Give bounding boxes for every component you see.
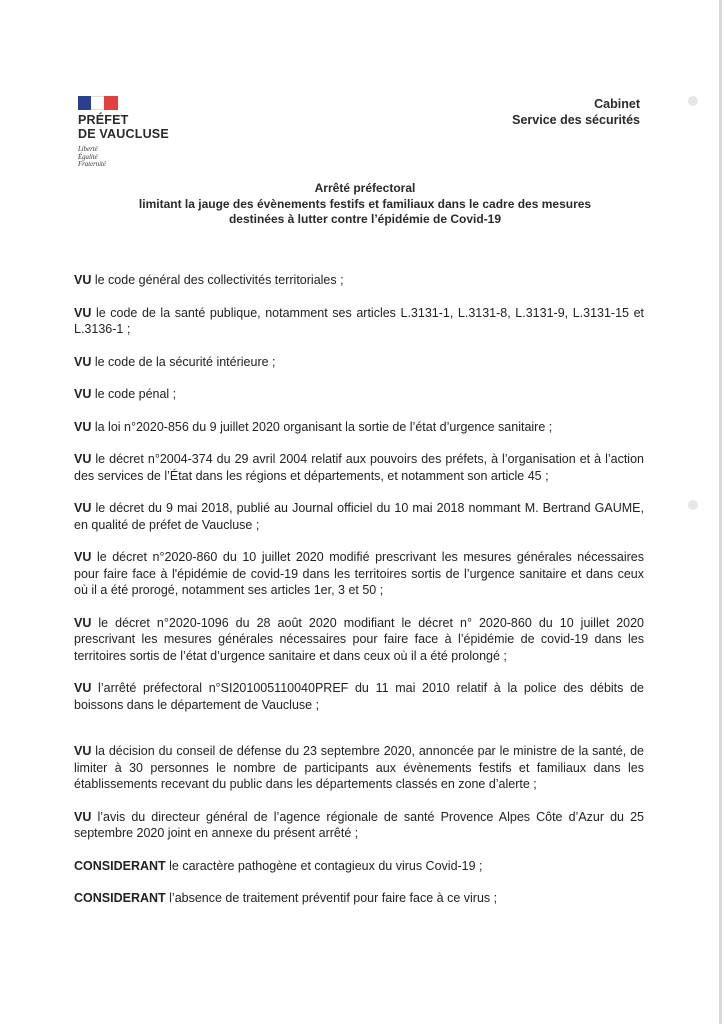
paragraph: VU le décret n°2020-860 du 10 juillet 2020 modifié prescrivant les mesures générales nécessaires pour faire face à l'épidémie de covid-19 dans les territoires sortis de l’urgence sanitaire et dans ceux où il a été prorogé, notamment ses articles 1er, 3 et 50 ; (74, 550, 644, 597)
paragraph: VU le décret n°2020-1096 du 28 août 2020 modifiant le décret n° 2020-860 du 10 juillet 2020 prescrivant les mesures générales nécessaires pour faire face à l’épidémie de covid-19 dans les territoires sortis de l’état d’urgence sanitaire et dans ceux où il a été prolongé ; (74, 615, 644, 663)
paragraph: VU le décret n°2004-374 du 29 avril 2004 relatif aux pouvoirs des préfets, à l’organisation et à l’action des services de l’État dans les régions et départements, et notamment son article 45 ; (74, 452, 644, 483)
marianne-flag-icon (78, 96, 118, 110)
paragraph: VU le code de la sécurité intérieure ; (74, 354, 276, 369)
paragraph: CONSIDERANT le caractère pathogène et contagieux du virus Covid-19 ; (74, 858, 483, 873)
service-securites: Service des sécurités (512, 113, 640, 127)
prefecture-name: PRÉFET DE VAUCLUSE (78, 113, 169, 141)
paragraph: VU le code pénal ; (74, 387, 177, 401)
paragraph: VU le code général des collectivités territoriales ; (74, 273, 344, 287)
republic-motto: Liberté Égalité Fraternité (78, 146, 106, 168)
page-edge-shadow (719, 0, 722, 1024)
punch-hole (688, 96, 698, 106)
paragraph: VU l’avis du directeur général de l’agence régionale de santé Provence Alpes Côte d’Azur du 25 septembre 2020 joint en annexe du présent arrêté ; (74, 809, 644, 840)
decree-body (74, 272, 644, 907)
paragraph: VU l’arrêté préfectoral n°SI201005110040PREF du 11 mai 2010 relatif à la police des débits de boissons dans le département de Vaucluse ; (74, 681, 644, 712)
paragraph: VU la loi n°2020-856 du 9 juillet 2020 organisant la sortie de l’état d’urgence sanitaire ; (74, 419, 553, 434)
issuing-service (512, 96, 640, 128)
prefecture-logo (78, 96, 198, 169)
decree-title: Arrêté préfectoral limitant la jauge des évènements festifs et familiaux dans le cadre des mesures destinées à lutter contre l’épidémie de Covid-19 (138, 181, 592, 226)
paragraph: VU la décision du conseil de défense du 23 septembre 2020, annoncée par le ministre de la santé, de limiter à 30 personnes le nombre de participants aux évènements festifs et familiaux dans les établissements recevant du public dans les départements classés en zone d’alerte ; (74, 744, 644, 791)
punch-hole (688, 500, 698, 510)
service-cabinet: Cabinet (594, 97, 640, 111)
paragraph: VU le code de la santé publique, notamment ses articles L.3131-1, L.3131-8, L.3131-9, L.3131-15 et L.3136-1 ; (74, 305, 644, 336)
paragraph: VU le décret du 9 mai 2018, publié au Journal officiel du 10 mai 2018 nommant M. Bertrand GAUME, en qualité de préfet de Vaucluse ; (74, 501, 644, 532)
paragraph: CONSIDERANT l’absence de traitement préventif pour faire face à ce virus ; (74, 891, 498, 905)
